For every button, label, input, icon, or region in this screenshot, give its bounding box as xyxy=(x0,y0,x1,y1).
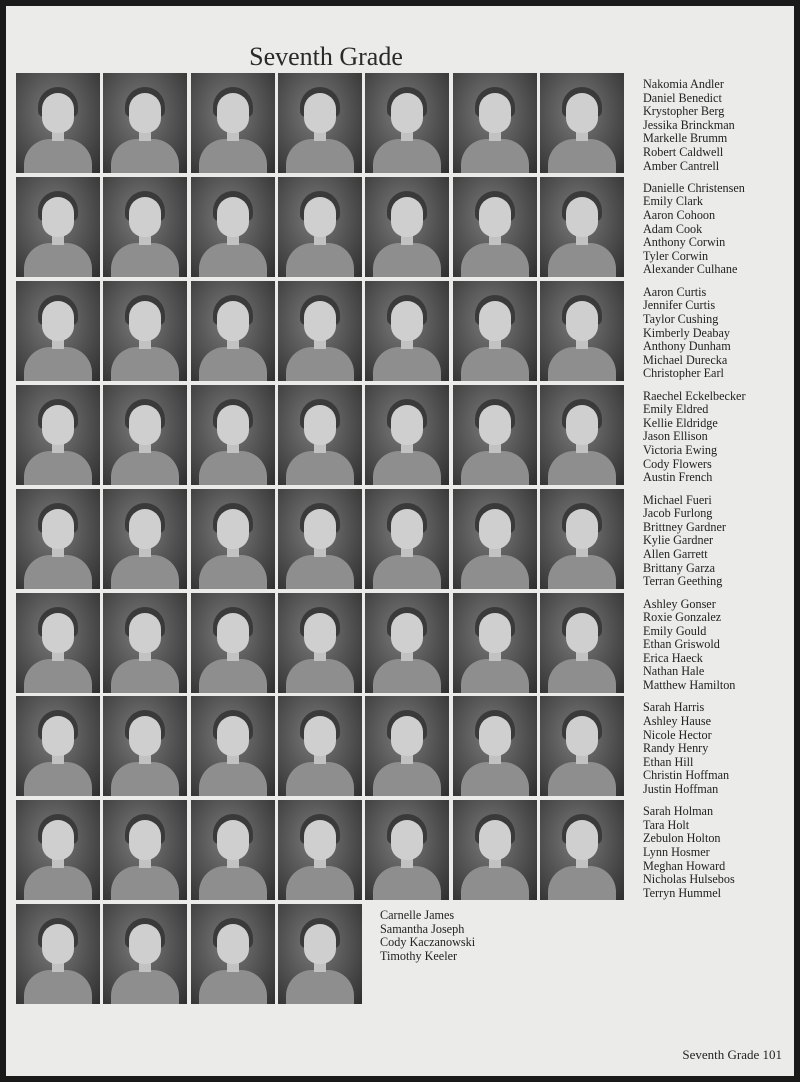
student-portrait xyxy=(540,73,624,173)
student-name: Erica Haeck xyxy=(643,650,703,665)
student-name: Ethan Hill xyxy=(643,754,694,769)
student-name: Nicholas Hulsebos xyxy=(643,872,735,887)
student-name: Danielle Christensen xyxy=(643,180,745,195)
student-portrait xyxy=(103,593,187,693)
student-name: Nakomia Andler xyxy=(643,77,724,91)
student-portrait xyxy=(16,385,100,485)
student-name: Ashley Gonser xyxy=(643,596,716,611)
student-name: Ethan Griswold xyxy=(643,637,720,652)
student-portrait xyxy=(191,696,275,796)
student-portrait xyxy=(191,800,275,900)
student-name: Jason Ellison xyxy=(643,429,708,444)
student-portrait xyxy=(278,904,362,1004)
student-portrait xyxy=(191,73,275,173)
student-portrait xyxy=(103,696,187,796)
student-portrait xyxy=(191,489,275,589)
student-portrait xyxy=(278,177,362,277)
student-name-list xyxy=(643,701,729,796)
student-name-list xyxy=(643,78,735,173)
student-portrait xyxy=(540,177,624,277)
student-name: Samantha Joseph xyxy=(380,921,465,936)
student-portrait xyxy=(365,489,449,589)
student-name: Kellie Eldridge xyxy=(643,415,718,430)
student-portrait xyxy=(540,696,624,796)
student-portrait xyxy=(278,696,362,796)
student-portrait xyxy=(16,489,100,589)
student-name: Tara Holt xyxy=(643,817,690,832)
student-portrait xyxy=(278,800,362,900)
student-portrait xyxy=(16,281,100,381)
student-name: Anthony Corwin xyxy=(643,235,726,250)
student-name: Michael Durecka xyxy=(643,352,728,367)
student-name-list xyxy=(643,286,731,381)
student-name: Adam Cook xyxy=(643,221,703,236)
student-name-list xyxy=(643,390,746,485)
student-name: Brittany Garza xyxy=(643,560,716,575)
student-name: Justin Hoffman xyxy=(643,781,719,796)
student-name: Aaron Cohoon xyxy=(643,208,716,223)
student-name: Emily Gould xyxy=(643,623,707,638)
page-footer: Seventh Grade 101 xyxy=(682,1047,782,1062)
student-portrait xyxy=(16,696,100,796)
student-name: Carnelle James xyxy=(380,908,455,923)
student-portrait xyxy=(365,177,449,277)
student-name: Nicole Hector xyxy=(643,727,712,742)
student-name: Timothy Keeler xyxy=(380,948,458,963)
student-name: Austin French xyxy=(643,470,713,485)
student-portrait xyxy=(365,696,449,796)
student-portrait xyxy=(103,177,187,277)
student-portrait xyxy=(540,593,624,693)
page-title: Seventh Grade xyxy=(249,42,403,71)
student-portrait xyxy=(103,73,187,173)
student-name: Daniel Benedict xyxy=(643,90,722,105)
student-portrait xyxy=(16,73,100,173)
student-portrait xyxy=(191,177,275,277)
student-portrait xyxy=(103,489,187,589)
student-portrait xyxy=(540,800,624,900)
student-portrait xyxy=(16,800,100,900)
student-name: Alexander Culhane xyxy=(643,262,738,277)
student-name: Randy Henry xyxy=(643,741,709,756)
student-name: Cody Kaczanowski xyxy=(380,935,476,950)
student-portrait xyxy=(365,385,449,485)
student-name: Taylor Cushing xyxy=(643,311,719,326)
student-portrait xyxy=(453,593,537,693)
student-name: Robert Caldwell xyxy=(643,144,724,159)
student-name-list xyxy=(643,182,745,277)
student-name-list xyxy=(380,909,475,963)
student-name: Terryn Hummel xyxy=(643,885,722,900)
student-name: Amber Cantrell xyxy=(643,158,720,173)
student-portrait xyxy=(278,73,362,173)
student-portrait xyxy=(453,800,537,900)
student-name: Kylie Gardner xyxy=(643,533,714,548)
student-portrait xyxy=(278,385,362,485)
student-name: Allen Garrett xyxy=(643,546,708,561)
student-portrait xyxy=(540,385,624,485)
student-name-list xyxy=(643,805,735,900)
student-name: Markelle Brumm xyxy=(643,131,728,146)
student-portrait xyxy=(16,593,100,693)
student-name: Nathan Hale xyxy=(643,664,705,679)
student-portrait xyxy=(365,593,449,693)
student-portrait xyxy=(540,489,624,589)
student-portrait xyxy=(365,281,449,381)
student-portrait xyxy=(103,904,187,1004)
student-name: Zebulon Holton xyxy=(643,831,721,846)
student-name: Victoria Ewing xyxy=(643,443,718,458)
student-portrait xyxy=(191,281,275,381)
student-portrait xyxy=(453,385,537,485)
student-portrait xyxy=(191,904,275,1004)
student-portrait xyxy=(365,800,449,900)
student-name: Raechel Eckelbecker xyxy=(643,388,746,403)
student-name: Sarah Harris xyxy=(643,700,705,715)
student-name: Kimberly Deabay xyxy=(643,325,730,340)
student-name-list xyxy=(643,494,726,589)
student-name: Ashley Hause xyxy=(643,713,712,728)
student-portrait xyxy=(103,281,187,381)
student-portrait xyxy=(278,489,362,589)
student-portrait xyxy=(103,800,187,900)
student-name: Jessika Brinckman xyxy=(643,117,735,132)
student-portrait xyxy=(278,593,362,693)
student-name: Brittney Gardner xyxy=(643,519,726,534)
student-portrait xyxy=(16,177,100,277)
student-name-list xyxy=(643,598,735,693)
student-portrait xyxy=(191,593,275,693)
student-name: Jacob Furlong xyxy=(643,506,713,521)
student-name: Terran Geething xyxy=(643,574,723,589)
student-portrait xyxy=(103,385,187,485)
student-name: Jennifer Curtis xyxy=(643,298,716,313)
student-portrait xyxy=(540,281,624,381)
student-portrait xyxy=(453,281,537,381)
student-portrait xyxy=(191,385,275,485)
student-name: Sarah Holman xyxy=(643,804,714,819)
student-name: Emily Eldred xyxy=(643,402,709,417)
student-name: Christin Hoffman xyxy=(643,768,730,783)
student-name: Christopher Earl xyxy=(643,366,724,381)
student-name: Cody Flowers xyxy=(643,456,712,471)
yearbook-page xyxy=(6,6,794,1076)
student-name: Anthony Dunham xyxy=(643,339,731,354)
student-name: Matthew Hamilton xyxy=(643,678,736,693)
student-name: Aaron Curtis xyxy=(643,284,707,299)
student-name: Roxie Gonzalez xyxy=(643,610,722,625)
student-name: Tyler Corwin xyxy=(643,248,709,263)
student-portrait xyxy=(453,177,537,277)
student-portrait xyxy=(365,73,449,173)
student-name: Michael Fueri xyxy=(643,492,712,507)
student-portrait xyxy=(453,73,537,173)
student-name: Lynn Hosmer xyxy=(643,845,710,860)
student-name: Krystopher Berg xyxy=(643,104,725,119)
student-portrait xyxy=(453,489,537,589)
student-name: Emily Clark xyxy=(643,194,703,209)
student-portrait xyxy=(278,281,362,381)
student-portrait xyxy=(16,904,100,1004)
student-name: Meghan Howard xyxy=(643,858,726,873)
student-portrait xyxy=(453,696,537,796)
